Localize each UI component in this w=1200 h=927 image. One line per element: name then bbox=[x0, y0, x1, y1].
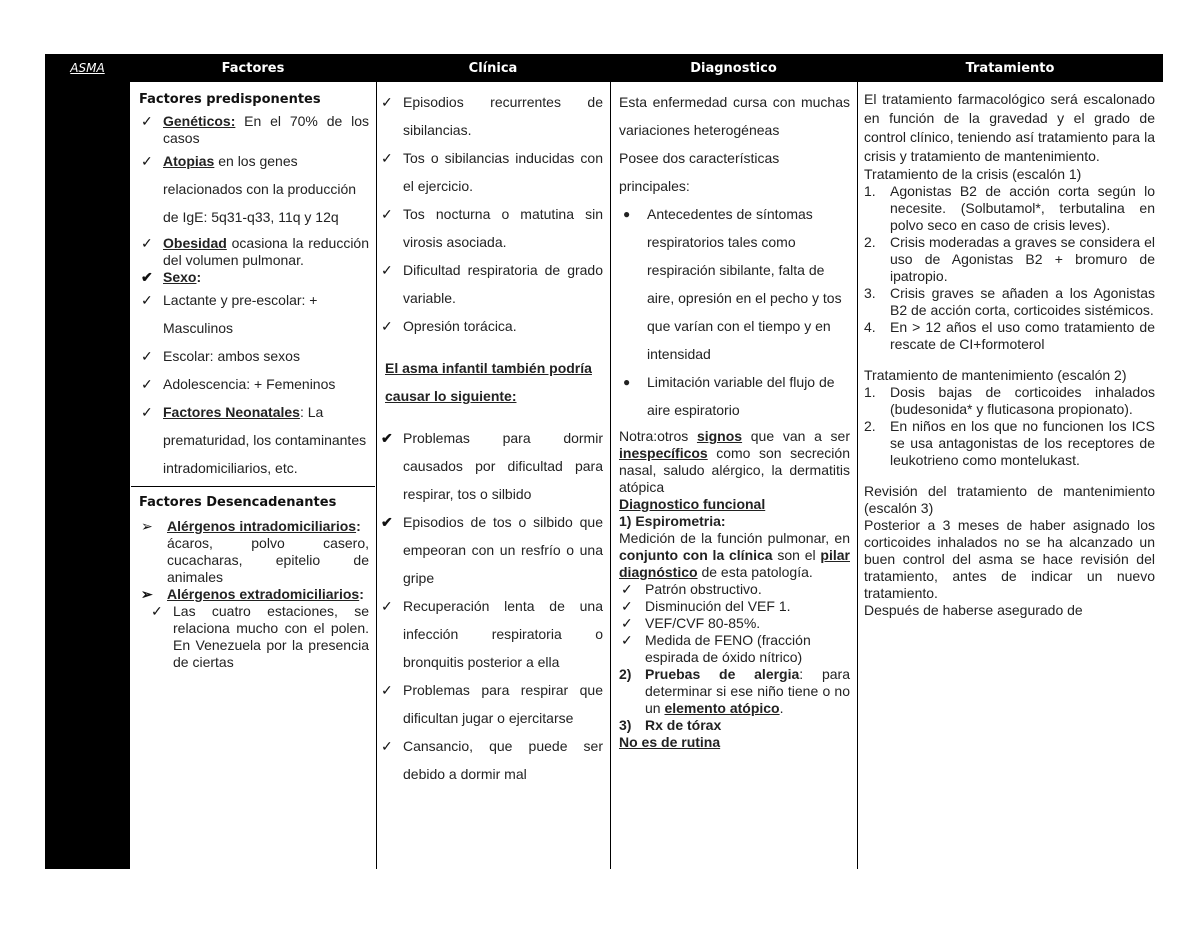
header-clinica: Clínica bbox=[376, 54, 610, 82]
espiro-text: Medición de la función pulmonar, en conjunto con la clínica son el pilar diagnóstico de esta patología. bbox=[619, 530, 850, 580]
diagnostico-nota: Notra:otros signos que van a ser inespecíficos como son secreción nasal, saludo alérgico, la dermatitis atópica bbox=[619, 428, 851, 495]
crisis-item: 3. Crisis graves se añaden a los Agonistas B2 de acción corta, corticoides sistémicos. bbox=[864, 285, 1155, 318]
mantenimiento-item: 1. Dosis bajas de corticoides inhalados (budesonida* y fluticasona propionato). bbox=[864, 384, 1155, 417]
diagnostico-check: ✓ VEF/CVF 80-85%. bbox=[621, 615, 761, 631]
extradomiciliarios-item: ➢ Alérgenos extradomiciliarios: bbox=[141, 586, 364, 602]
diagnostico-posee: Posee dos características principales: bbox=[619, 150, 780, 194]
mantenimiento-title: Tratamiento de mantenimiento (escalón 2) bbox=[864, 367, 1127, 383]
intradomiciliarios-item: ➢ Alérgenos intradomiciliarios: ácaros, polvo casero, cucacharas, epitelio de animales bbox=[141, 518, 369, 585]
adolescencia-item: ✓ Adolescencia: + Femeninos bbox=[141, 376, 336, 392]
crisis-title: Tratamiento de la crisis (escalón 1) bbox=[864, 166, 1082, 182]
diagnostico-column bbox=[611, 82, 856, 869]
factores-column bbox=[131, 82, 375, 869]
revision-title: Revisión del tratamiento de mantenimiento (escalón 3) bbox=[864, 483, 1155, 516]
clinica-heading: El asma infantil también podría causar lo siguiente: bbox=[385, 360, 592, 404]
clinica-item: ✓ Opresión torácica. bbox=[381, 318, 517, 334]
diagnostico-check: ✓ Disminución del VEF 1. bbox=[621, 598, 791, 614]
rx-item: 3) Rx de tórax bbox=[619, 717, 722, 733]
diagnostico-check: ✓ Patrón obstructivo. bbox=[621, 581, 762, 597]
clinica-item: ✓ Dificultad respiratoria de grado variable. bbox=[381, 262, 603, 306]
clinica-item: ✓ Episodios recurrentes de sibilancias. bbox=[381, 94, 603, 138]
tratamiento-intro: El tratamiento farmacológico será escalonado en función de la gravedad y el grado de control clínico, teniendo así tratamiento para la crisis y tratamiento de mantenimiento. bbox=[864, 91, 1155, 164]
revision-text: Posterior a 3 meses de haber asignado los corticoides inhalados no se ha alcanzado un buen control del asma se hace revisión del tratamiento, antes de indicar un nuevo tratamiento. bbox=[864, 517, 1155, 601]
escolar-item: ✓ Escolar: ambos sexos bbox=[141, 348, 300, 364]
estaciones-item: ✓ Las cuatro estaciones, se relaciona mucho con el polen. En Venezuela por la presencia de ciertas bbox=[151, 603, 369, 670]
alergia-item: 2) Pruebas de alergia: para determinar si ese niño tiene o no un elemento atópico. bbox=[619, 666, 850, 716]
diagnostico-intro: Esta enfermedad cursa con muchas variaciones heterogéneas bbox=[619, 94, 850, 138]
clinica-item: ✓ Tos o sibilancias inducidas con el ejercicio. bbox=[381, 150, 603, 194]
crisis-item: 4. En > 12 años el uso como tratamiento de rescate de CI+formoterol bbox=[864, 319, 1155, 352]
clinica-list-1 bbox=[379, 88, 603, 340]
rutina-note: No es de rutina bbox=[619, 734, 721, 750]
crisis-item: 1. Agonistas B2 de acción corta según lo necesite. (Solbutamol*, terbutalina en polvo seco en caso de crisis leves). bbox=[864, 183, 1155, 233]
geneticos-item: ✓ Genéticos: En el 70% de los casos bbox=[141, 113, 369, 146]
header-factores: Factores bbox=[130, 54, 376, 82]
clinica-item: ✓ Recuperación lenta de una infección respiratoria o bronquitis posterior a ella bbox=[381, 598, 603, 670]
header-tratamiento: Tratamiento bbox=[857, 54, 1163, 82]
clinica-item: ✔ Episodios de tos o silbido que empeoran con un resfrío o una gripe bbox=[381, 514, 603, 586]
mantenimiento-list bbox=[864, 384, 1155, 469]
clinica-item: ✔ Problemas para dormir causados por dificultad para respirar, tos o silbido bbox=[381, 430, 603, 502]
header-asma: ASMA bbox=[45, 54, 130, 82]
funcional-title: Diagnostico funcional bbox=[619, 496, 766, 512]
clinica-item: ✓ Problemas para respirar que dificultan jugar o ejercitarse bbox=[381, 682, 603, 726]
clinica-list-2 bbox=[379, 424, 603, 788]
obesidad-item: ✓ Obesidad ocasiona la reducción del volumen pulmonar. bbox=[141, 235, 369, 268]
sexo-item: ✔ Sexo: bbox=[141, 269, 202, 285]
crisis-list bbox=[864, 183, 1155, 353]
espiro-title: 1) Espirometria: bbox=[619, 513, 726, 529]
asma-sidebar bbox=[45, 82, 130, 869]
diagnostico-check: ✓ Medida de FENO (fracción espirada de óxido nítrico) bbox=[621, 632, 811, 665]
atopias-item: ✓ Atopias en los genes relacionados con la producción de IgE: 5q31-q33, 11q y 12q bbox=[141, 153, 357, 225]
neonatales-item: ✓ Factores Neonatales: La prematuridad, los contaminantes intradomiciliarios, etc. bbox=[141, 404, 367, 476]
diagnostico-bullet: ● Antecedentes de síntomas respiratorios tales como respiración sibilante, falta de aire, opresión en el pecho y tos que varían con el tiempo y en intensidad bbox=[623, 206, 842, 362]
asma-table bbox=[45, 54, 1163, 869]
header-diagnostico: Diagnostico bbox=[610, 54, 857, 82]
crisis-item: 2. Crisis moderadas a graves se considera el uso de Agonistas B2 + bromuro de ipatropio. bbox=[864, 234, 1155, 284]
mantenimiento-item: 2. En niños en los que no funcionen los ICS se usa antagonistas de los receptores de leukotrieno como montelukast. bbox=[864, 418, 1155, 468]
desencadenantes-title: Factores Desencadenantes bbox=[139, 495, 337, 510]
diagnostico-bullet: ● Limitación variable del flujo de aire espiratorio bbox=[623, 374, 835, 418]
clinica-column bbox=[377, 82, 609, 869]
tratamiento-column bbox=[858, 82, 1163, 869]
clinica-item: ✓ Tos nocturna o matutina sin virosis asociada. bbox=[381, 206, 603, 250]
clinica-item: ✓ Cansancio, que puede ser debido a dormir mal bbox=[381, 738, 603, 782]
predisponentes-title: Factores predisponentes bbox=[139, 92, 321, 107]
despues-text: Después de haberse asegurado de bbox=[864, 602, 1083, 618]
lactante-item: ✓ Lactante y pre-escolar: + Masculinos bbox=[141, 292, 318, 336]
